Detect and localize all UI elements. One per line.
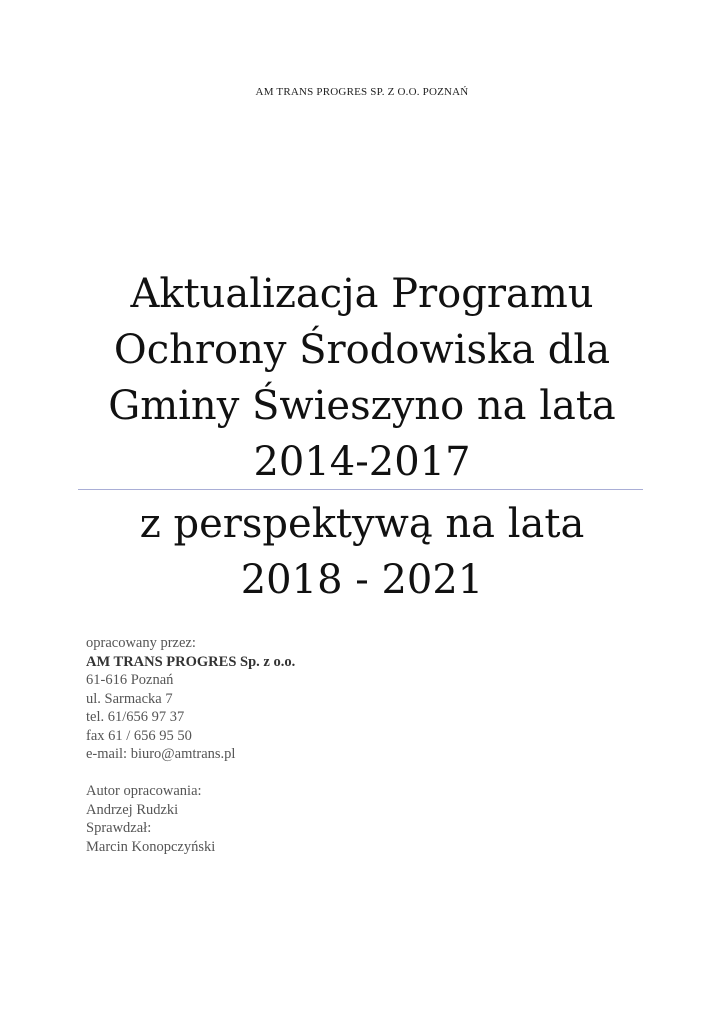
title-line-3: Gminy Świeszyno na lata <box>108 383 616 429</box>
preparer-phone: tel. 61/656 97 37 <box>86 709 185 725</box>
subtitle-line-1: z perspektywą na lata <box>139 501 585 547</box>
title-line-1: Aktualizacja Programu <box>130 271 594 317</box>
prepared-by-label: opracowany przez: <box>86 635 196 651</box>
title-divider <box>78 489 643 490</box>
title-line-4: 2014-2017 <box>253 439 471 485</box>
subtitle-line-2: 2018 - 2021 <box>240 557 484 603</box>
title-line-2: Ochrony Środowiska dla <box>113 327 611 373</box>
checked-by-label: Sprawdzał: <box>86 820 152 836</box>
preparer-company: AM TRANS PROGRES Sp. z o.o. <box>86 653 296 670</box>
author-label: Autor opracowania: <box>86 783 202 799</box>
preparer-email: e-mail: biuro@amtrans.pl <box>86 746 236 762</box>
spacer <box>86 764 295 783</box>
preparer-fax: fax 61 / 656 95 50 <box>86 727 192 744</box>
preparer-postal-city: 61-616 Poznań <box>86 672 174 688</box>
document-title <box>0 266 724 490</box>
checked-by-name: Marcin Konopczyński <box>86 838 216 855</box>
document-subtitle <box>0 496 724 608</box>
company-header: AM TRANS PROGRES SP. Z O.O. POZNAŃ <box>255 86 469 98</box>
author-name: Andrzej Rudzki <box>86 801 179 818</box>
preparer-street: ul. Sarmacka 7 <box>86 690 173 707</box>
preparer-info <box>86 634 295 856</box>
